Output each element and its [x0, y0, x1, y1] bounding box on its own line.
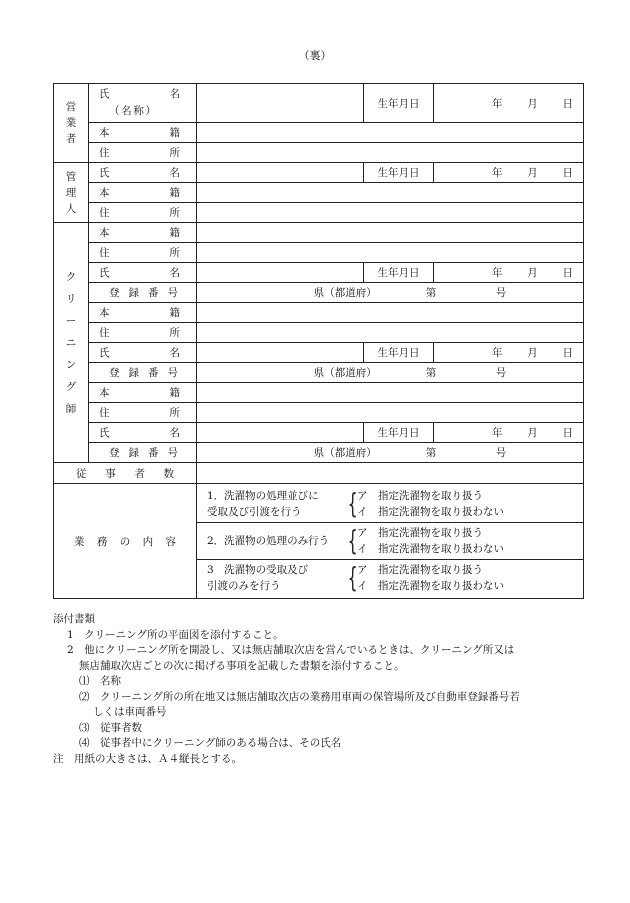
label-jusho: 住 所	[89, 243, 197, 263]
field-cleaner1-birth[interactable]: 年 月 日	[434, 263, 584, 283]
brace-icon: {	[347, 561, 358, 594]
field-cleaner1-jusho[interactable]	[197, 243, 584, 263]
field-cleaner3-birth[interactable]: 年 月 日	[434, 423, 584, 443]
label-birth: 生年月日	[364, 84, 434, 123]
field-cleaner1-reg[interactable]: 県（都道府） 第 号	[197, 283, 584, 303]
note-sub-4: ⑷ 従事者中にクリーニング師のある場合は、その氏名	[79, 737, 342, 749]
label-honseki: 本 籍	[89, 223, 197, 243]
brace-icon: {	[347, 524, 358, 557]
label-birth: 生年月日	[364, 423, 434, 443]
field-cleaner1-honseki[interactable]	[197, 223, 584, 243]
note-sub-3: ⑶ 従事者数	[79, 721, 142, 734]
label-jusho: 住 所	[89, 203, 197, 223]
note-sub-2-cont: しくは車両番号	[93, 706, 167, 718]
field-eigyousha-jusho[interactable]	[197, 143, 584, 163]
field-cleaner3-honseki[interactable]	[197, 383, 584, 403]
label-shimei: 氏 名	[89, 343, 197, 363]
note-sub-2: ⑵ クリーニング所の所在地又は無店舗取次店の業務用車両の保管場所及び自動車登録番号若	[79, 690, 520, 703]
label-jusho: 住 所	[89, 403, 197, 423]
footer-note: 注 用紙の大きさは、Ａ４縦長とする。	[53, 752, 242, 765]
field-cleaner3-name[interactable]	[197, 423, 364, 443]
field-kanrinin-name[interactable]	[197, 163, 364, 183]
label-shimei: 氏 名	[89, 423, 197, 443]
field-cleaner1-name[interactable]	[197, 263, 364, 283]
field-kanrinin-birth[interactable]: 年 月 日	[434, 163, 584, 183]
label-honseki: 本 籍	[89, 303, 197, 323]
field-eigyousha-honseki[interactable]	[197, 123, 584, 143]
label-jusho: 住 所	[89, 323, 197, 343]
label-shimei: 氏 名	[89, 263, 197, 283]
field-kanrinin-honseki[interactable]	[197, 183, 584, 203]
label-honseki: 本 籍	[89, 183, 197, 203]
note-item-1: 1 クリーニング所の平面図を添付すること。	[67, 628, 284, 641]
note-item-2-cont: 無店舗取次店ごとの次に掲げる事項を記載した書類を添付すること。	[79, 659, 405, 672]
duty-option-2[interactable]: 2．洗濯物の処理のみ行う { ア 指定洗濯物を取り扱う イ 指定洗濯物を取り扱わない	[207, 524, 504, 557]
label-juujisha: 従 事 者 数	[54, 463, 197, 484]
field-cleaner2-name[interactable]	[197, 343, 364, 363]
field-cleaner2-jusho[interactable]	[197, 323, 584, 343]
label-touroku: 登 録 番 号	[89, 443, 197, 463]
field-cleaner2-honseki[interactable]	[197, 303, 584, 323]
label-birth: 生年月日	[364, 263, 434, 283]
duty-option-1[interactable]: 1．洗濯物の処理並びに 受取及び引渡を行う { ア 指定洗濯物を取り扱う イ 指定洗濯物を取り扱わない	[207, 487, 504, 520]
page-title: （裏）	[298, 49, 332, 62]
note-sub-1: ⑴ 名称	[79, 675, 121, 687]
label-touroku: 登 録 番 号	[89, 283, 197, 303]
notes-heading: 添付書類	[53, 613, 95, 625]
field-kanrinin-jusho[interactable]	[197, 203, 584, 223]
label-honseki: 本 籍	[89, 383, 197, 403]
label-shimei-meishou: 氏 名 （ 名 称 ）	[89, 84, 197, 123]
label-gyoumu: 業 務 の 内 容	[54, 484, 197, 599]
field-cleaner3-reg[interactable]: 県（都道府） 第 号	[197, 443, 584, 463]
field-eigyousha-name[interactable]	[197, 84, 364, 123]
section-eigyousha: 営 業 者	[54, 84, 89, 163]
label-jusho: 住 所	[89, 143, 197, 163]
label-birth: 生年月日	[364, 163, 434, 183]
label-birth: 生年月日	[364, 343, 434, 363]
duty-option-3[interactable]: 3 洗濯物の受取及び 引渡のみを行う { ア 指定洗濯物を取り扱う イ 指定洗濯物を取り扱わない	[207, 561, 504, 594]
field-cleaner3-jusho[interactable]	[197, 403, 584, 423]
registration-form-table	[53, 83, 584, 599]
attachment-notes	[53, 612, 593, 767]
label-touroku: 登 録 番 号	[89, 363, 197, 383]
field-cleaner2-birth[interactable]: 年 月 日	[434, 343, 584, 363]
field-juujisha[interactable]	[197, 463, 584, 484]
label-honseki: 本 籍	[89, 123, 197, 143]
section-cleaning-shi: ク リ ー ニ ン グ 師	[54, 223, 89, 463]
note-item-2: 2 他にクリーニング所を開設し、又は無店舗取次店を営んでいるときは、クリーニング所又は	[67, 644, 515, 656]
field-gyoumu	[197, 484, 584, 599]
brace-icon: {	[347, 487, 358, 520]
label-shimei: 氏 名	[89, 163, 197, 183]
field-cleaner2-reg[interactable]: 県（都道府） 第 号	[197, 363, 584, 383]
section-kanrinin: 管 理 人	[54, 163, 89, 223]
field-eigyousha-birth[interactable]: 年 月 日	[434, 84, 584, 123]
